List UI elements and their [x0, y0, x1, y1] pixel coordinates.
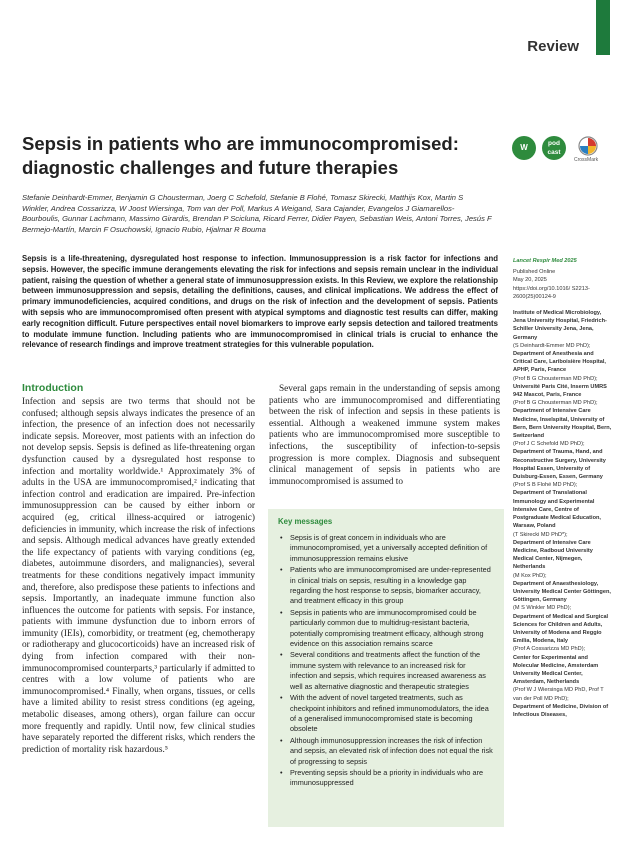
journal-citation: Lancet Respir Med 2025	[513, 258, 577, 264]
key-messages-box	[268, 509, 504, 827]
affiliation-item: Department of Medicine, Division of Infectious Diseases,	[513, 703, 609, 718]
body-paragraph: Several gaps remain in the understanding of sepsis among patients who are immunocompromised and differentiating between the risk of infection and sepsis in these patients is essential. Although a weakened immune system makes patients who are immunocompromised more susceptible to infections, the susceptibility of infection-to-sepsis progression is more complex. Diagnosis and subsequent clinical management of sepsis in patients who are immunocompromised is assumed to	[269, 384, 500, 487]
section-label: Review	[527, 38, 579, 55]
affiliation-item: Department of Anesthesia and Critical Care, Lariboisière Hospital, APHP, Paris, France (Prof B G Chousterman MD PhD);	[513, 351, 606, 382]
affiliation-item: Department of Anaesthesiology, University Medical Center Göttingen, Göttingen, Germany (M S Winkler MD PhD);	[513, 580, 611, 612]
publication-date: May 20, 2025	[513, 277, 547, 284]
key-messages-heading: Key messages	[278, 517, 333, 526]
key-message-item: • Sepsis is of great concern in individuals who are immunocompromised, yet a universally accepted definition of immunosuppression remains elusive	[278, 533, 494, 564]
journal-color-tab	[596, 0, 610, 55]
abstract: Sepsis is a life-threatening, dysregulated host response to infection. Immunosuppression is a risk factor for infections and sepsis. However, the specific immune derangements elevating the risk for infections and sepsis remain unclear in the individual patient, raising the question of whether a general state of immunosuppression exists. In this Review, we explore the relationship between immunosuppression and sepsis, detailing the definitions, causes, and clinical implications. We address the effect of primary immunodeficiencies, acquired conditions, and drugs on the risk of infection and the development of sepsis. Patients with sepsis who are immunocompromised often present with atypical symptoms and diagnostic test results can differ, making early recognition difficult. Future perspectives entail novel biomarkers to improve early sepsis detection and tailored treatments to modulate immune function. Including patients who are immunocompromised in clinical trials is crucial to enhance the relevance of research findings and improve treatment strategies for this vulnerable population.	[22, 254, 498, 350]
affiliation-item: Department of Trauma, Hand, and Reconstructive Surgery, University Hospital Essen, University of Duisburg-Essen, Essen, Germany (Prof S B Flohé MD PhD);	[513, 449, 606, 489]
affiliation-item: Department of Translational Immunology and Experimental Intensive Care, Centre of Postgraduate Medical Education, Warsaw, Poland (T Skirecki MD PhD*);	[513, 490, 601, 538]
key-message-item: • Preventing sepsis should be a priority in individuals who are immunosuppressed	[278, 768, 494, 789]
key-message-item: • Patients who are immunocompromised are under-represented in clinical trials on sepsis, resulting in a knowledge gap regarding the host response to sepsis, biomarker accuracy, and treatment efficacy in this group	[278, 565, 494, 607]
article-title: Sepsis in patients who are immunocompromised: diagnostic challenges and future therapies	[22, 133, 459, 178]
affiliation-item: Université Paris Cité, Inserm UMRS 942 Mascot, Paris, France (Prof B G Chousterman MD PhD);	[513, 383, 607, 407]
key-message-item: • Although immunosuppression increases the risk of infection and sepsis, an elevated risk of infection does not equal the risk of progressing to sepsis	[278, 736, 494, 767]
key-messages-list	[278, 533, 494, 789]
section-heading-introduction: Introduction	[22, 382, 84, 394]
key-message-item: • Several conditions and treatments affect the function of the immune system with relevance to an increased risk for infection and sepsis, which requires increased awareness as well as alternative diagnostic and therapeutic strategies	[278, 650, 494, 692]
key-message-item: • Sepsis in patients who are immunocompromised could be particularly common due to multidrug-resistant bacteria, potentially compromising treatment efficacy, although strong evidence on this association remains scarce	[278, 608, 494, 650]
body-column-right	[269, 384, 500, 488]
affiliations-list	[513, 309, 613, 719]
introduction-paragraph: Infection and sepsis are two terms that should not be confused; although sepsis always indicates the presence of an infection, the presence of an infection does not necessarily indicate sepsis. Moreover, most patients with an infection do not develop sepsis. Sepsis is defined as life-threatening organ dysfunction caused by a dysregulated host response to infection and mortality worldwide.¹ Approximately 3% of adults in the USA are immunocompromised,² indicating that infection control and eradication are impaired. Pre-infection immunosuppression can be caused by either inborn or acquired (eg, critical illness-acquired or iatrogenic) deficiencies in immunity, which increase the risk of infections and sepsis. Although medical advances have greatly extended the life expectancy of patients with varying conditions (eg, diabetes, autoimmune disorders, and malignancies), several treatments for these conditions negatively impact immunity and, therefore, also predispose these patients to infections and sepsis. Importantly, an inadequate immune function also influences the outcome for patients with sepsis. For instance, patients with immune dysfunction due to inborn errors of immunity (IEIs), comorbidity, or treatment (eg, chemotherapy or radiotherapy and glucocorticoids) have an increased risk of dying from infection compared with their non-immunocompromised counterparts,³ particularly if admitted to centres with a low volume of patients who are immunocompromised.⁴ Finally, when organs, tissues, or cells have a limited ability to resist stress conditions (eg ageing, metabolic diseases, among others), organ failure can occur more frequently and rapidly. Until now, few clinical studies have separately reported the different risks, which renders the prediction of mortality risk hazardous.⁵	[22, 397, 255, 755]
article-badges	[512, 136, 602, 166]
w-badge-icon[interactable]: W	[512, 136, 536, 160]
sidebar-metadata	[513, 257, 613, 719]
affiliation-item: Department of Intensive Care Medicine, Radboud University Medical Center, Nijmegen, Netherlands (M Kox PhD);	[513, 539, 593, 579]
podcast-icon[interactable]: pod cast	[542, 136, 566, 160]
affiliation-item: Institute of Medical Microbiology, Jena University Hospital, Friedrich-Schiller University Jena, Jena, Germany (S Deinhardt-Emmer MD PhD);	[513, 310, 607, 349]
crossmark-icon[interactable]	[578, 136, 598, 156]
key-message-item: • With the advent of novel targeted treatments, such as checkpoint inhibitors and refined immunomodulators, the idea of a generalised immunocompromised state is becoming obsolete	[278, 693, 494, 735]
affiliation-item: Department of Medical and Surgical Sciences for Children and Adults, University of Modena and Reggio Emilia, Modena, Italy (Prof A Cossarizza MD PhD);	[513, 613, 609, 653]
author-list: Stefanie Deinhardt-Emmer, Benjamin G Chousterman, Joerg C Schefold, Stefanie B Flohé, Tomasz Skirecki, Matthijs Kox, Martin S Winkler, Andrea Cossarizza, W Joost Wiersinga, Tom van der Poll, Markus A Weigand, Sara Cajander, Evangelos J Giamarellos-Bourboulis, Gunnar Lachmann, Massimo Girardis, Brendan P Scicluna, Ricard Ferrer, Didier Payen, Sebastian Weis, Antoni Torres, Jesús F Bermejo-Martín, Marcin F Osuchowski, Ignacio Rubio, Hjalmar R Bouma	[22, 193, 492, 234]
crossmark-label: CrossMark	[574, 157, 599, 163]
affiliation-item: Department of Intensive Care Medicine, Inselspital, University of Bern, Bern University Hospital, Bern, Switzerland (Prof J C Schefold MD PhD);	[513, 408, 612, 448]
doi-link[interactable]: https://doi.org/10.1016/ S2213-2600(25)00124-9	[513, 285, 590, 300]
affiliation-item: Center for Experimental and Molecular Medicine, Amsterdam University Medical Center, Amsterdam, Netherlands (Prof W J Wiersinga MD PhD, Prof T van der Poll MD PhD);	[513, 654, 604, 702]
published-online-label: Published Online	[513, 269, 556, 276]
body-column-left	[22, 382, 255, 756]
